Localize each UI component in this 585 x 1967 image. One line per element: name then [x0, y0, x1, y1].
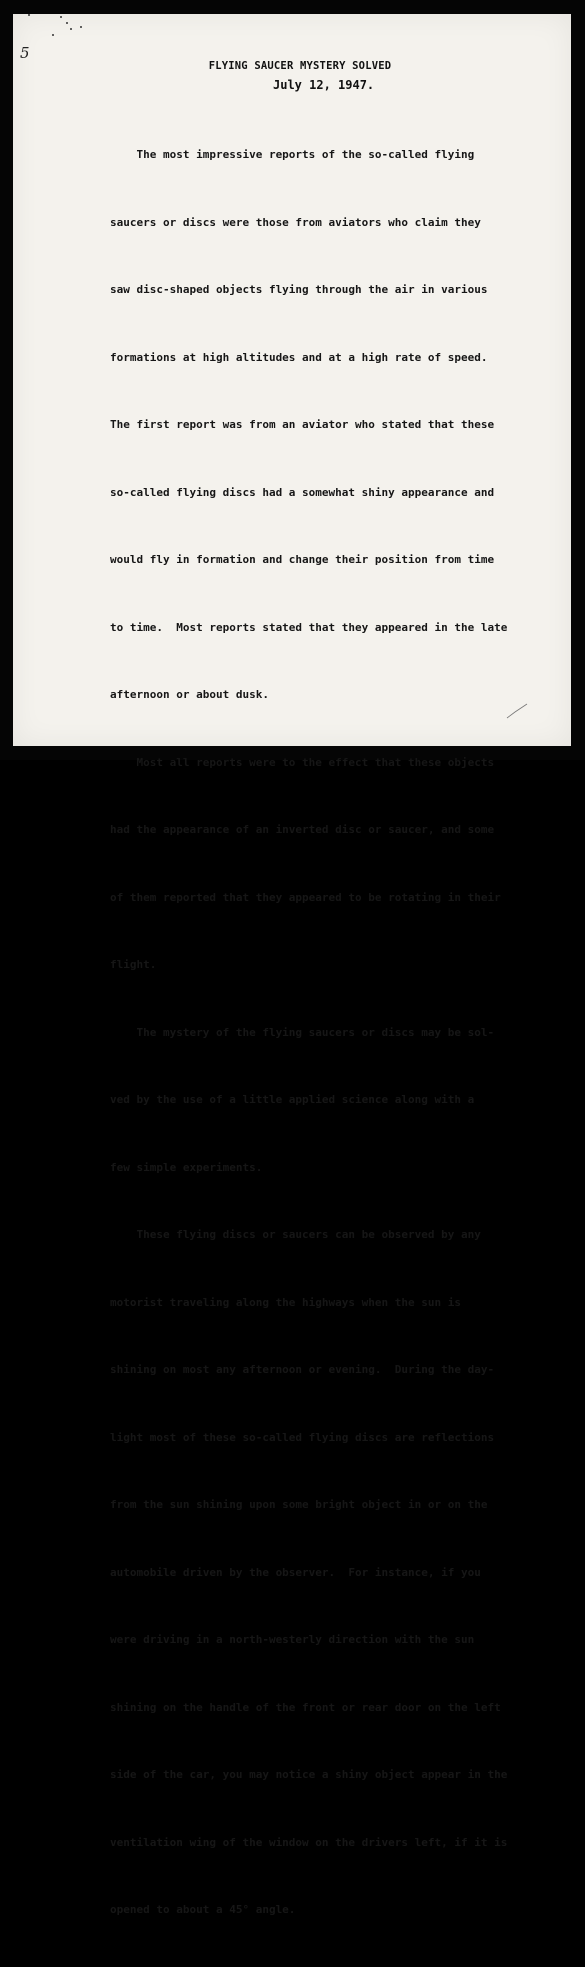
body-line: had the appearance of an inverted disc or saucer, and some [110, 823, 495, 836]
body-line: The most impressive reports of the so-called flying [110, 148, 475, 161]
body-line: automobile driven by the observer. For instance, if you [110, 1565, 481, 1579]
body-line: so-called flying discs had a somewhat shiny appearance and [110, 485, 495, 499]
body-line: saw disc-shaped objects flying through the air in various [110, 283, 488, 296]
body-line: were driving in a north-westerly direction with the sun [110, 1633, 475, 1646]
page-number: 5 [20, 44, 30, 62]
paper-specks [22, 14, 92, 54]
body-line: to time. Most reports stated that they appeared in the late [110, 620, 508, 634]
body-line: ved by the use of a little applied science along with a [110, 1093, 475, 1106]
body-line: light most of these so-called flying discs are reflections [110, 1430, 495, 1444]
body-line: shining on most any afternoon or evening. During the day- [110, 1363, 495, 1376]
body-line: Most all reports were to the effect that these objects [110, 755, 495, 769]
body-line: of them reported that they appeared to be rotating in their [110, 890, 501, 904]
body-line: from the sun shining upon some bright object in or on the [110, 1498, 488, 1511]
body-line: The mystery of the flying saucers or discs may be sol- [110, 1025, 495, 1039]
document-title: FLYING SAUCER MYSTERY SOLVED [208, 60, 392, 72]
body-line: motorist traveling along the highways when the sun is [110, 1295, 461, 1309]
body-line: shining on the handle of the front or rear door on the left [110, 1700, 501, 1714]
body-line: side of the car, you may notice a shiny object appear in the [110, 1768, 508, 1781]
body-line: flight. [110, 958, 157, 971]
body-line: saucers or discs were those from aviators who claim they [110, 215, 481, 229]
body-line: would fly in formation and change their position from time [110, 553, 495, 566]
pen-mark [505, 700, 535, 720]
body-line: The first report was from an aviator who stated that these [110, 418, 495, 431]
document-date: July 12, 1947. [273, 78, 375, 92]
body-line: few simple experiments. [110, 1160, 263, 1174]
body-line: afternoon or about dusk. [110, 688, 269, 701]
document-body [110, 99, 550, 1967]
body-line: opened to about a 45° angle. [110, 1903, 296, 1916]
body-line: ventilation wing of the window on the drivers left, if it is [110, 1835, 508, 1849]
body-line: These flying discs or saucers can be observed by any [110, 1228, 481, 1241]
body-line: formations at high altitudes and at a high rate of speed. [110, 350, 488, 364]
